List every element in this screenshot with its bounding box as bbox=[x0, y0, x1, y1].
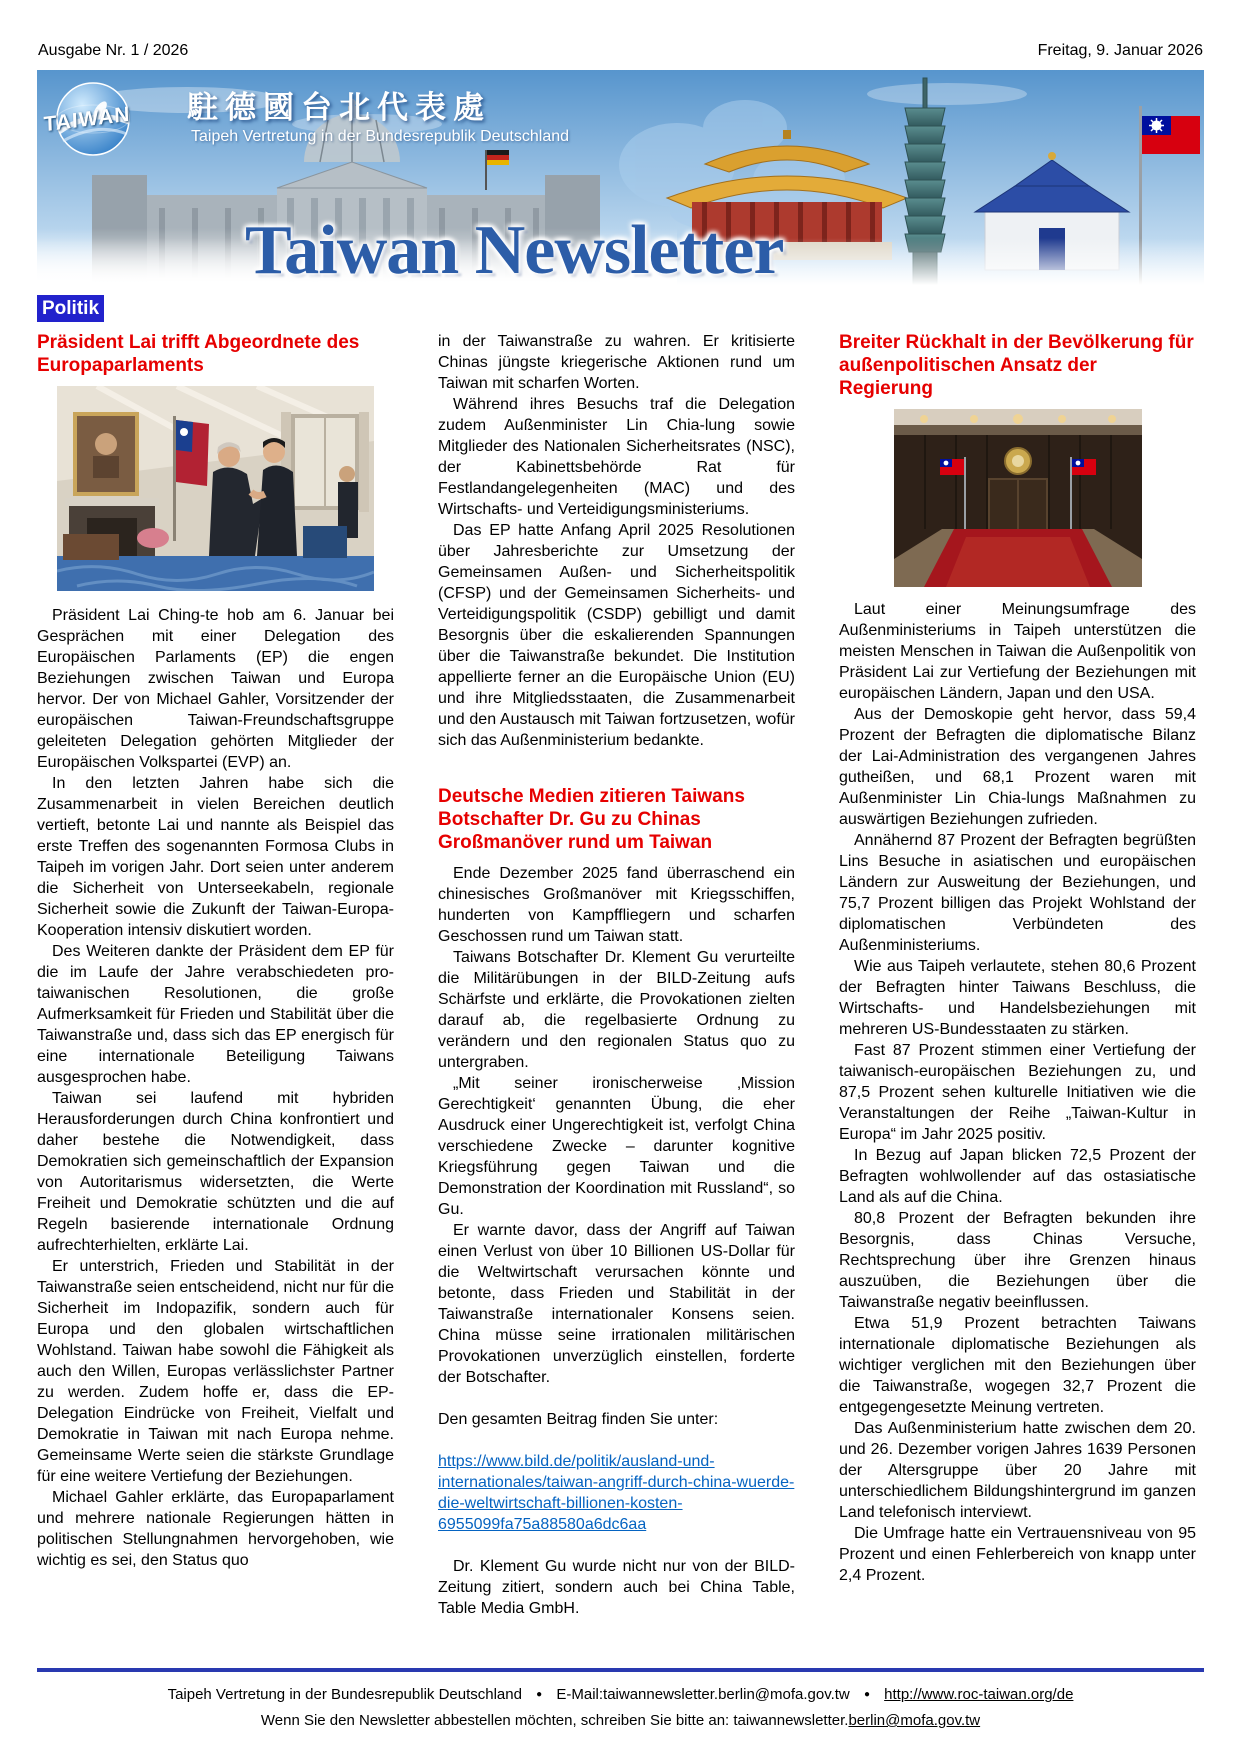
paragraph: Die Umfrage hatte ein Vertrauensniveau von 95 Prozent und einen Fehlerbereich von knapp unter 2,4 Prozent. bbox=[839, 1525, 1196, 1584]
paragraph: Annähernd 87 Prozent der Befragten begrüßten Lins Besuche in asiatischen und europäischen Ländern zur Ausweitung der Beziehungen, und 75,7 Prozent billigen das Projekt Wohlstand der diplomatischen Verbündeten des Außenministeriums. bbox=[839, 832, 1196, 954]
article1-photo bbox=[57, 386, 374, 591]
footer-divider bbox=[37, 1668, 1204, 1672]
meeting-photo-illustration bbox=[57, 386, 374, 591]
issue-date: Freitag, 9. Januar 2026 bbox=[1037, 42, 1203, 59]
paragraph: Etwa 51,9 Prozent betrachten Taiwans internationale diplomatische Beziehungen als wichtiger verglichen mit den Beziehungen über die Taiwanstraße, wogegen 32,7 Prozent die entgegengesetzte Meinung vertreten. bbox=[839, 1315, 1196, 1416]
paragraph: Taiwans Botschafter Dr. Klement Gu verurteilte die Militärübungen in der BILD-Zeitung aufs Schärfste und erklärte, die Provokationen zielten darauf ab, die regelbasierte Ordnung zu verändern und den regionalen Status quo zu untergraben. bbox=[438, 949, 795, 1071]
paragraph: Michael Gahler erklärte, das Europaparlament und mehrere nationale Regierungen hätten in politischen Stellungnahmen hervorgehoben, wie wichtig es sei, den Status quo bbox=[37, 1489, 394, 1569]
paragraph: „Mit seiner ironischerweise ‚Mission Gerechtigkeit‘ genannten Übung, die eher Ausdruck einer Ungerechtigkeit ist, verfolgt China verschiedene Zwecke – darunter kognitive Kriegsführung gegen Taiwan und die Demonstration der Koordination mit Russland“, so Gu. bbox=[438, 1075, 795, 1218]
paragraph: Ende Dezember 2025 fand überraschend ein chinesisches Großmanöver mit Kriegsschiffen, hunderten von Kampffliegern und scharfen Geschossen rund um Taiwan statt. bbox=[438, 865, 795, 945]
column-3 bbox=[839, 331, 1196, 1651]
paragraph: In Bezug auf Japan blicken 72,5 Prozent der Befragten wohlwollender auf das ostasiatische Land als auf die China. bbox=[839, 1147, 1196, 1206]
paragraph: Er unterstrich, Frieden und Stabilität in der Taiwanstraße seien entscheidend, nicht nur für die Sicherheit im Indopazifik, sondern auch für Europa und den globalen wirtschaftlichen Wohlstand. Taiwan habe sowohl die Fähigkeit als auch den Willen, Europas verlässlichster Partner zu werden. Zudem hoffe er, dass die EP-Delegation Eindrücke von Freiheit, Vielfalt und Demokratie in Taiwan mit nach Europa nehme. Gemeinsame Werte seien die stärkste Grundlage für eine weitere Vertiefung der Beziehungen. bbox=[37, 1258, 394, 1485]
paragraph: Aus der Demoskopie geht hervor, dass 59,4 Prozent der Befragten die diplomatische Bilanz der Lai-Administration des vergangenen Jahres gutheißen, und 68,1 Prozent waren mit Außenminister Lin Chia-lungs Maßnahmen zu auswärtigen Beziehungen zufrieden. bbox=[839, 706, 1196, 828]
banner-chinese-title: 駐德國台北代表處 bbox=[187, 90, 491, 125]
paragraph: Laut einer Meinungsumfrage des Außenministeriums in Taipeh unterstützen die meisten Menschen in Taiwan die Außenpolitik von Präsident Lai zur Vertiefung der Beziehungen mit europäischen Ländern, Japan und den USA. bbox=[839, 601, 1196, 702]
unsubscribe-text: Wenn Sie den Newsletter abbestellen möchten, schreiben Sie bitte an: taiwannewsletter. bbox=[260, 1712, 849, 1729]
bild-article-link[interactable]: https://www.bild.de/politik/ausland-und-internationales/taiwan-angriff-durch-china-wuerde-die-weltwirtschaft-billionen-kosten-6955099fa75a88580a6dc6aa bbox=[438, 1453, 795, 1533]
issue-number: Ausgabe Nr. 1 / 2026 bbox=[38, 42, 189, 59]
paragraph: in der Taiwanstraße zu wahren. Er kritisierte Chinas jüngste kriegerische Aktionen rund um Taiwan mit scharfen Worten. bbox=[438, 333, 795, 392]
column-1 bbox=[37, 331, 394, 1651]
paragraph: 80,8 Prozent der Befragten bekunden ihre Besorgnis, dass Chinas Versuche, Rechtsprechung über ihre Grenzen hinaus auszuüben, die Beziehungen über die Taiwanstraße negativ beeinflussen. bbox=[839, 1210, 1196, 1311]
paragraph: Taiwan sei laufend mit hybriden Herausforderungen durch China konfrontiert und daher bestehe die Notwendigkeit, dass Demokratien sich gemeinschaftlich der Expansion von Autoritarismus widersetzten, die Werte Freiheit und Demokratie schützten und die auf Regeln basierende internationale Ordnung aufrechterhielten, erklärte Lai. bbox=[37, 1090, 394, 1254]
paragraph: Wie aus Taipeh verlautete, stehen 80,6 Prozent der Befragten hinter Taiwans Beschluss, die Wirtschafts- und Handelsbeziehungen mit mehreren US-Bundesstaaten zu stärken. bbox=[839, 958, 1196, 1038]
section-label-politik: Politik bbox=[37, 295, 104, 322]
paragraph: In den letzten Jahren habe sich die Zusammenarbeit in vielen Bereichen deutlich vertieft, betonte Lai und nannte als Beispiel das erste Treffen des sogenannten Formosa Clubs in Taipeh im vorigen Jahr. Dort seien unter anderem die Sicherheit von Unterseekabeln, regionale Sicherheit sowie die Zukunft der Taiwan-Europa-Kooperation intensiv diskutiert worden. bbox=[37, 775, 394, 939]
footer-email-link[interactable]: E-Mail:taiwannewsletter.berlin@mofa.gov.tw bbox=[556, 1686, 850, 1703]
article-columns bbox=[0, 331, 1241, 1651]
unsubscribe-email-link[interactable]: berlin@mofa.gov.tw bbox=[848, 1712, 981, 1729]
link-intro: Den gesamten Beitrag finden Sie unter: bbox=[438, 1411, 719, 1428]
hall-photo-illustration bbox=[894, 409, 1142, 587]
article3-title: Breiter Rückhalt in der Bevölkerung für außenpolitischen Ansatz der Regierung bbox=[839, 332, 1194, 399]
newsletter-title: Taiwan Newsletter bbox=[245, 212, 784, 285]
article1-title: Präsident Lai trifft Abgeordnete des Europaparlaments bbox=[37, 332, 360, 376]
banner bbox=[37, 70, 1204, 285]
footer-contact-line bbox=[0, 1686, 1241, 1704]
column-2 bbox=[438, 331, 795, 1651]
paragraph: Während ihres Besuchs traf die Delegation zudem Außenminister Lin Chia-lung sowie Mitglieder des Nationalen Sicherheitsrates (NSC), der Kabinettsbehörde Rat für Festlandangelegenheiten (MAC) und des Wirtschafts- und Verteidigungsministeriums. bbox=[438, 396, 795, 518]
paragraph: Fast 87 Prozent stimmen einer Vertiefung der taiwanisch-europäischen Beziehungen zu, und 87,5 Prozent sehen kulturelle Initiativen wie die Veranstaltungen der Reihe „Taiwan-Kultur in Europa“ im Jahr 2025 positiv. bbox=[839, 1042, 1196, 1143]
bullet-separator-icon: ● bbox=[536, 1689, 543, 1700]
footer-unsubscribe-line bbox=[0, 1712, 1241, 1730]
paragraph: Dr. Klement Gu wurde nicht nur von der BILD-Zeitung zitiert, sondern auch bei China Table, Table Media GmbH. bbox=[438, 1558, 795, 1617]
footer-website-link[interactable]: http://www.roc-taiwan.org/de bbox=[884, 1686, 1074, 1703]
banner-subtitle: Taipeh Vertretung in der Bundesrepublik Deutschland bbox=[191, 128, 570, 145]
paragraph: Des Weiteren dankte der Präsident dem EP für die im Laufe der Jahre verabschiedeten pro-taiwanischen Resolutionen, die große Aufmerksamkeit für Frieden und Stabilität über die Taiwanstraße und, dass sich das EP energisch für eine internationale Beteiligung Taiwans ausgesprochen habe. bbox=[37, 943, 394, 1086]
footer-organization: Taipeh Vertretung in der Bundesrepublik Deutschland bbox=[167, 1686, 522, 1703]
paragraph: Präsident Lai Ching-te hob am 6. Januar bei Gesprächen mit einer Delegation des Europäischen Parlaments (EP) die engen Beziehungen zwischen Taiwan und Europa hervor. Der von Michael Gahler, Vorsitzender der europäischen Taiwan-Freundschaftsgruppe geleiteten Delegation gehörten Mitglieder der Europäischen Volkspartei (EVP) an. bbox=[37, 607, 394, 771]
paragraph: Das EP hatte Anfang April 2025 Resolutionen über Jahresberichte zur Umsetzung der Gemeinsamen Außen- und Sicherheitspolitik (CFSP) und der Gemeinsamen Sicherheits- und Verteidigungspolitik (CSDP) gebilligt und damit Besorgnis über die eskalierenden Spannungen über die Taiwanstraße bekundet. Die Institution appellierte ferner an die Europäische Union (EU) und ihre Mitgliedsstaaten, die Zusammenarbeit und den Austausch mit Taiwan fortzusetzen, wofür sich das Außenministerium bedankte. bbox=[438, 522, 795, 749]
masthead bbox=[0, 0, 1241, 70]
paragraph: Er warnte davor, dass der Angriff auf Taiwan einen Verlust von über 10 Billionen US-Dollar für die Weltwirtschaft verursachen könnte und betonte, dass Frieden und Stabilität in der Taiwanstraße internationaler Konsens seien. China müsse seine irrationalen militärischen Provokationen unverzüglich einstellen, forderte der Botschafter. bbox=[438, 1222, 795, 1386]
article2-title: Deutsche Medien zitieren Taiwans Botschafter Dr. Gu zu Chinas Großmanöver rund um Taiwan bbox=[438, 786, 745, 853]
logo-wordmark: TAIWAN bbox=[43, 102, 131, 137]
paragraph: Das Außenministerium hatte zwischen dem 20. und 26. Dezember vorigen Jahres 1639 Personen der Altersgruppe über 20 Jahre mit unterschiedlichem Bildungshintergrund im ganzen Land telefonisch interviewt. bbox=[839, 1420, 1196, 1521]
article3-photo bbox=[894, 409, 1142, 587]
footer bbox=[0, 1668, 1241, 1730]
bullet-separator-icon: ● bbox=[863, 1689, 870, 1700]
